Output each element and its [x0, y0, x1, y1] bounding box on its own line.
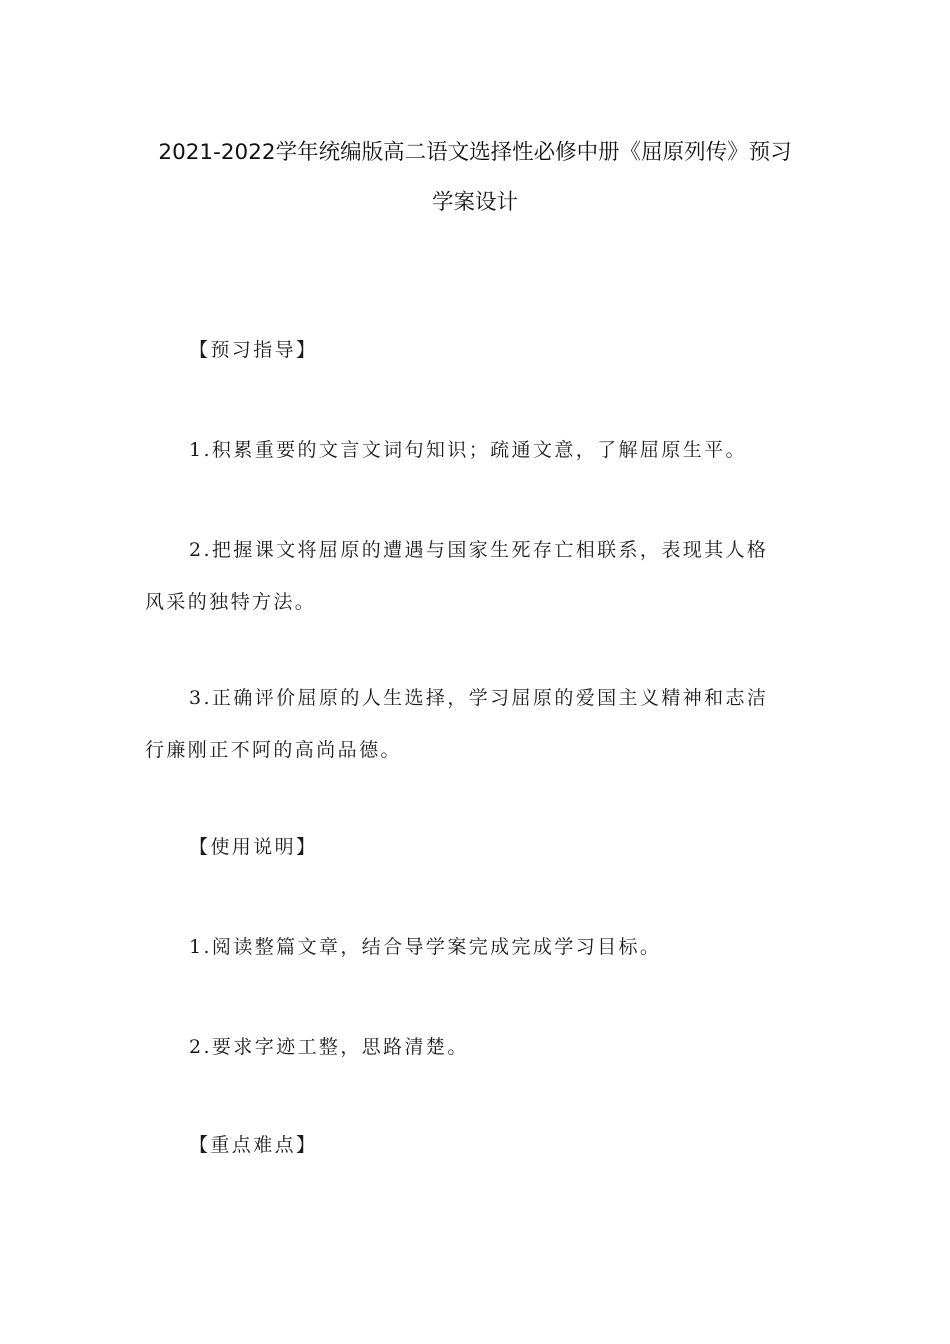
key-points-heading: 【重点难点】: [189, 1134, 318, 1156]
usage-instructions-heading: 【使用说明】: [189, 836, 318, 858]
preview-item-3: 3.正确评价屈原的人生选择，学习屈原的爱国主义精神和志洁 行廉刚正不阿的高尚品德。: [145, 687, 769, 761]
document-title: [145, 128, 805, 228]
preview-item-2: 2.把握课文将屈原的遭遇与国家生死存亡相联系，表现其人格 风采的独特方法。: [145, 539, 769, 613]
title-line-1: 2021-2022学年统编版高二语文选择性必修中册《屈原列传》预习: [158, 140, 792, 165]
preview-item-1: 1.积累重要的文言文词句知识；疏通文意，了解屈原生平。: [189, 439, 747, 461]
usage-item-2: 2.要求字迹工整，思路清楚。: [189, 1036, 469, 1058]
title-line-2: 学案设计: [431, 190, 518, 215]
preview-guide-heading: 【预习指导】: [189, 339, 318, 361]
usage-item-1: 1.阅读整篇文章，结合导学案完成完成学习目标。: [189, 936, 662, 958]
